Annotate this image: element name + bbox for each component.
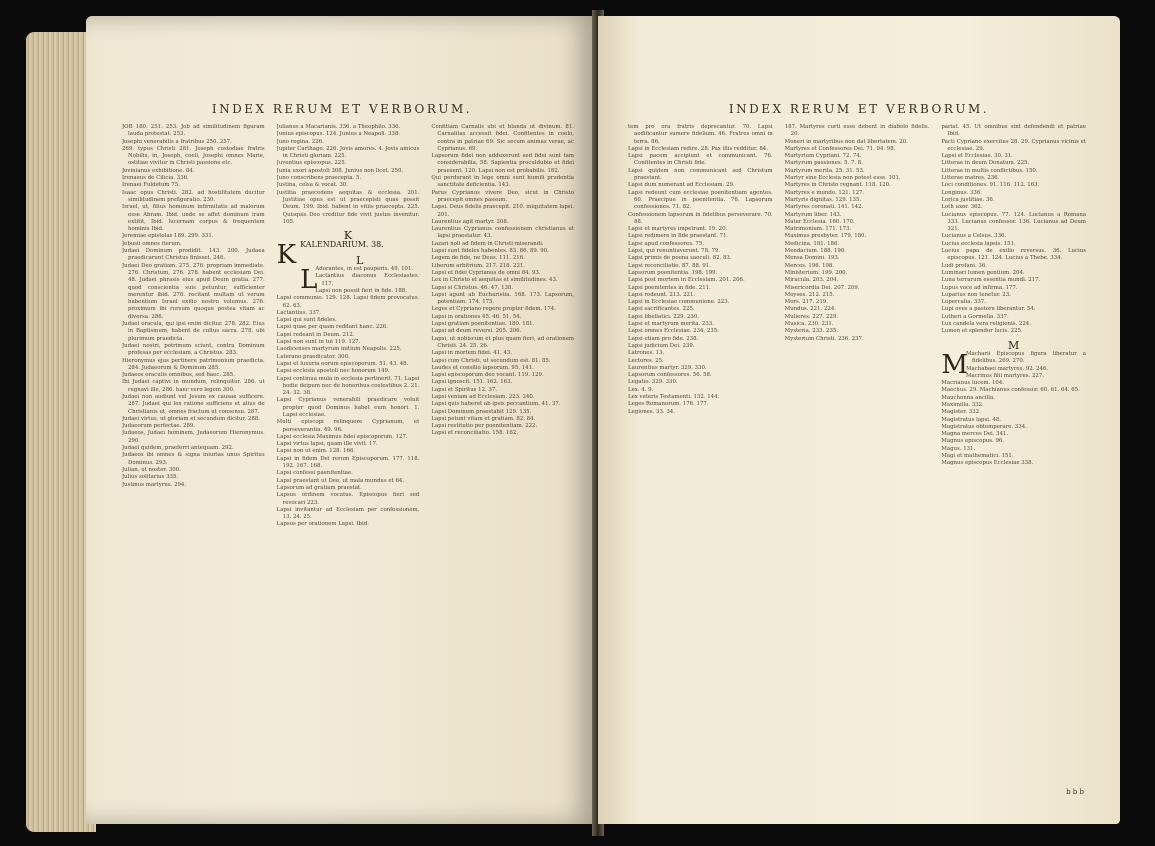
index-entry: Lapsi episcoporum deo vocant. 119. 129. (431, 372, 544, 379)
index-entry: Lapsi agunt ab Eucharistia. 168. 173. Lapsorum, potentiam. 174. 175. (431, 291, 575, 306)
index-entry: Julius solitarius 335. (122, 474, 179, 481)
index-entry: Loci conditiones. 91. 116. 112. 163. (941, 182, 1040, 189)
left-column-2-top (277, 124, 420, 226)
index-entry: Latrones. 13. (628, 350, 665, 357)
index-entry: Lex veteris Testamenti. 132. 144. (628, 393, 720, 400)
index-entry: Hieronymus ejus pertinere patrimonium praedicta. 284. Judaeorum & Dominum 285. (122, 357, 265, 371)
index-entry: Judaeos ibi omnes & signa iniurias unus Spiritus Dominus. 293. (122, 452, 265, 466)
index-entry: Luna terrarum essentia mundi. 217. (941, 277, 1041, 284)
index-entry: Israel, ut, filius hominum infirmitatis ad malorum esse Abram. Ibid. unde se affet dominum iram extitit, Ibid. lucernam corpus & frequentem hominis Ibid. (122, 204, 265, 233)
index-entry: Magnus episcopus. 96. (941, 438, 1005, 445)
index-entry: Lapsi continua mula in ecclesia pertinerit. 71. Lapsi hodie deipum nec de honoribus coelestibus 2. 21. 24. 32. 38. (276, 375, 420, 397)
index-entry: Junius episcopus. 124. Junius a Neapoli. 338. (276, 131, 401, 138)
index-entry: Lucianus a Celsus. 336. (941, 233, 1007, 240)
index-entry: Litterae in multis conflictibus. 150. (941, 167, 1038, 174)
index-entry: Luparius non tenetur. 23. (941, 291, 1011, 298)
index-entry: Martyrum merita. 25. 31. 53. (784, 167, 865, 174)
index-entry: Magus. 131. (941, 445, 976, 452)
index-entry: Juno regina. 226. (276, 138, 324, 145)
index-entry: Lux candela vera religionis. 224. (941, 321, 1031, 328)
index-entry: Lapsi post mortem in Ecclesiam. 201. 206. (628, 277, 745, 284)
index-entry: Lapsi veniam ad Ecclesiam. 223. 240. (431, 393, 535, 400)
index-entry: Lapsi, ut nobiscum et plus quam fieri, ad orationem Christi. 24. 25. 26. (431, 335, 575, 349)
index-entry: Multi episcopi relinquere Cyprianum, et perseverantia. 49. 96. (276, 419, 420, 433)
index-entry: Mysteria. 233. 235. (784, 328, 839, 335)
index-entry: Martyres coronati. 141. 142. (784, 204, 864, 211)
index-entry: Lapsi libellatici. 229. 230. (628, 313, 699, 320)
index-entry: Lumen et splendor lucis. 225. (941, 328, 1023, 335)
index-entry: Lapsi ad deum reversi. 205. 206. (431, 328, 522, 335)
index-entry: Judaei non audiunt vel Jesum ex causae sufficere. 287. Judaei qui lex ratione sufficiens et alius de Christianis ut, omnes fractum ut consensu. 287. (122, 393, 265, 415)
index-entry: Macharii Episcopus figura liberatur a fidelibus. 269. 270. (965, 350, 1087, 365)
left-column-1 (122, 124, 265, 784)
index-entry: Irenaei Fuldetum 75. (122, 182, 180, 189)
index-entry: Junia uxori apostoli 308. Junius non licet. 250. (276, 167, 404, 174)
index-entry: Lapsi non possit fieri in fide. 188. (315, 287, 407, 294)
index-entry: Lapsi et Ecclesiae. 30. 31. (941, 153, 1013, 160)
index-entry: Lucius ecclesia lapsis. 151. (941, 240, 1016, 247)
index-entry: Lapsi, qui renuntiaverunt. 78. 79. (628, 248, 721, 255)
left-page-header: INDEX RERUM ET VERBORUM. (211, 102, 473, 116)
index-entry: Lapsi invitantur ad Ecclesiam per confessionem. 13. 24. 25. (276, 506, 420, 521)
index-entry: 187. Martyres curti esse debent in diabolo fidelis. 20. (784, 124, 930, 138)
index-entry: Legem de fide, ne Deus. 111. 216. (431, 255, 525, 262)
index-entry: Juventius episcopus. 225. (276, 160, 347, 167)
index-entry: Justinus martyrus. 294. (122, 481, 187, 488)
index-entry: Maximilla. 332. (941, 401, 984, 408)
index-entry: Laodicenses martyrum initium Neapolis. 225. (276, 346, 402, 353)
index-entry: Juno conscribens praecepta. 5. (276, 175, 362, 182)
index-entry: Misericordia Dei. 207. 209. (784, 284, 860, 291)
index-entry: Jeremiae epistolas 189. 299. 331. (122, 233, 214, 240)
index-entry: Lapsi reconciliatio. 87. 88. 91. (628, 262, 711, 269)
index-entry: Martyres in Christo regnant. 118. 120. (784, 182, 891, 189)
right-page-header: INDEX RERUM ET VERBORUM. (728, 102, 990, 116)
index-entry: Macrinus filii martyres. 227. (965, 372, 1045, 379)
index-entry: Lapsorum poenitentia. 198. 199. (628, 269, 718, 276)
index-entry: Lex in Christo et aequitas et similitudines. 43. (431, 277, 558, 284)
index-entry: Lapsi in fidem Dei rerum Episcoporum. 177. 118. 192. 167. 168. (276, 455, 420, 470)
index-entry: Lapsi in mortem fidei. 41. 43. (431, 350, 513, 357)
index-entry: Lupi oves a pastore liberantur. 54. (941, 306, 1036, 313)
index-entry: Magnus episcopus Ecclesiae 338. (941, 460, 1034, 467)
index-entry: pariat. 45. Ut omnibus sint defendendi et patriae Ibid. (941, 124, 1087, 138)
index-entry: Josephi venerabilis a fratribus 250. 257. (122, 138, 232, 145)
index-entry: Magistratus lapsi. 48. (941, 416, 1001, 423)
index-entry: Lapsi dum numerant ad Ecclesiam. 29. (628, 182, 735, 189)
index-entry: Magna merces Dei. 341. (941, 431, 1009, 438)
index-entry: Mundus. 221. 224. (784, 306, 836, 313)
index-entry: Martyrum passiones. 5. 7. 8. (784, 160, 863, 167)
index-entry: Lapsorum fidei non adduxerunt sed fidei sunt tam considerabilia. 58. Sapientia proculdubio et fidei praesent. 120. Lapsi non est probabilis. 182. (431, 153, 575, 174)
index-entry: Mysterium Christi. 236. 237. (784, 335, 864, 342)
catchword: b b b (1066, 788, 1084, 796)
index-entry: Irenaeus de Cilicia. 336. (122, 175, 189, 182)
right-column-3-top (941, 124, 1086, 336)
index-entry: Lupercalia. 337. (941, 299, 986, 306)
index-entry: Luminari lumen gentium. 204. (941, 269, 1025, 276)
index-entry: Lapsi judicium Dei. 239. (628, 342, 695, 349)
dropcap-l: L (300, 265, 318, 296)
index-entry: Lucius papa de exilio reversus. 36. Lucius episcopus. 121. 124. Lucius a Thebe. 334. (941, 248, 1087, 262)
left-column-2 (277, 124, 420, 784)
index-entry: Lapsi etiam pro fide. 238. (628, 335, 699, 342)
index-entry: Lapsi redeant in Deum. 212. (276, 331, 355, 338)
index-entry: Lapsi qui sunt fideles. (276, 317, 337, 324)
index-entry: Confitiam Carnalis ubi et blanda ut divinum. 81. Carnalitas accessit fidei. Confitentes in coelo, contra in patriae 69. Sic secum animas verae, ac Cyprianus. 69. (431, 124, 575, 152)
index-entry: Lapsus ordinem vocatus. Episcopus fieri sed revocari 223. (276, 492, 420, 506)
index-entry: Judaei Deo gratiam. 275. 276. propriam immediate. 276. Christum, 276. 278. habent ecclesiam Dei. 48. Judaei phrasis eius apud Deum gratia. 277. quod conscientia suis petuntur, sufficienter merentur ibid. 278. recitant multam ut verum habentium Israel exilio nostro volumus. 276. proximum ibi rursum quoque postea vitam ac diversa. 286. (122, 262, 265, 320)
index-entry: Lapsi sacrificantes. 225. (628, 306, 695, 313)
index-entry: Lapsi sunt fideles habentes. 83. 86. 89. 90. (431, 248, 549, 255)
index-entry: Lapsi et reconciliatio. 158. 162. (431, 430, 518, 437)
right-page (598, 16, 1120, 824)
right-columns (628, 124, 1086, 784)
index-entry: Litterae in deum Donatum. 225. (941, 160, 1030, 167)
index-entry: Adorantes, in est pauperis. 49. 101. (315, 266, 414, 273)
index-entry: Jebusii omnes iterum. (122, 240, 182, 247)
index-entry: Lapsus per orationem Lapsi. Ibid. (276, 521, 369, 528)
index-entry: Judaei nostri, potrimum sciunt, contra Dominum profesas per ecclesiam, a Christus. 283. (122, 342, 265, 357)
index-entry: Mendacium. 188. 190. (784, 248, 846, 255)
index-entry: Leges Romanorum. 176. 177. (628, 401, 709, 408)
index-entry: Lapsi ignoscit. 151. 162. 163. (431, 379, 513, 386)
index-entry: Lapsi redeunt cum ecclesiae poenitentiam agentes. 60. Praecipue in poenitentia. 76. Lapsorum confessiones. 71. 82. (628, 189, 773, 211)
index-entry: Lapsi in orationes 45. 46. 51. 54. (431, 313, 522, 320)
index-entry: Parus Cyprianus vivere Deo, sicut in Christo praecepit omnes passum. (431, 189, 575, 203)
index-entry: Lapsi praestant ut Deo, ut mala mundus et 64. (276, 477, 405, 484)
index-entry: Lapsi ecclesia Maximus fidei episcoporum. 127. (276, 433, 408, 440)
index-entry: Lutheri a Gormelia. 337. (941, 313, 1009, 320)
dropcap-k: K (276, 240, 297, 271)
left-column-3 (431, 124, 574, 784)
index-entry: Laterano praedicator. 300. (276, 353, 350, 360)
index-entry: Isaac opus Christi. 282. ad hostilitatem ducitur similitudinem prefiguratio. 230. (122, 189, 265, 203)
index-entry: Lapsi. Deus fidelis praecepit. 210. iniquitatem lapsi. 201. (431, 204, 575, 218)
left-columns (122, 124, 574, 784)
index-entry: Judaei quidem, praeferri antequam. 292. (122, 445, 234, 452)
index-entry: Magistratus obtemperare. 334. (941, 423, 1027, 430)
index-entry: Lapsi in Ecclesiam redire. 28. Pax illis redditur. 84. (628, 145, 768, 152)
index-entry: tem pro ora fratris deprecantur. 70. Lapsi aedificantur sumere fidelium. 46. Fratres omni in terra. 86. (628, 124, 773, 145)
index-entry: Lex. 4. 9. (628, 386, 654, 393)
index-entry: Jovinianus exhibitione. 84. (122, 167, 195, 174)
index-entry: Lapsi quis haberet ab ipsis peccantium. 41. 37. (431, 401, 561, 408)
index-entry: Martyrium Cypriani. 72. 74. (784, 153, 862, 160)
right-column-1 (628, 124, 773, 784)
index-entry: Lapsi in Ecclesiae communione. 223. (628, 299, 730, 306)
left-page (86, 16, 598, 824)
index-entry: Leges et Cypriano regere propter fidem. 174. (431, 306, 556, 313)
open-book (26, 10, 1126, 836)
index-entry: Lapsi gratiam poenitentiae. 180. 181. (431, 321, 535, 328)
index-entry: Lapsi redeunt. 213. 221. (628, 291, 696, 298)
index-entry: Maximus presbyter. 179. 180. (784, 233, 867, 240)
index-entry: Mensa Domini. 193. (784, 255, 840, 262)
index-entry: Lapsi Dominum praestabit 129. 135. (431, 408, 532, 415)
index-entry: Macrianus lucem. 104. (941, 380, 1004, 387)
index-entry: Lapsi et martyres impetrant. 19. 20. (628, 226, 728, 233)
index-entry: Ministerium. 199. 200. (784, 269, 848, 276)
index-entry: Martyres e mundo. 121. 127. (784, 189, 865, 196)
index-entry: Martyr sine Ecclesia non potest esse. 101. (784, 175, 901, 182)
index-entry: Confessionem lapsorum in fidelibus perseverare. 70. 88. (628, 211, 773, 225)
index-entry: Merces. 196. 198. (784, 262, 835, 269)
index-entry: Machabaei martyres. 92. 246. (965, 365, 1049, 372)
index-entry: Lapsi pacem accipiunt et communicant. 76. Confitentes in Christi fide. (628, 153, 773, 167)
index-entry: Jupiter Carthago. 226. Jovis amores. 4. Jovis amicus in Christi gloriam. 225. (276, 145, 420, 160)
index-entry: Lapsi redimere in fide praestant. 71. (628, 233, 729, 240)
index-entry: Lapsi confessi paenitentiae. (276, 470, 353, 477)
section-letter-m: M (1008, 338, 1020, 352)
index-entry: Julian. ut noster. 300. (122, 466, 181, 473)
index-entry: Lectores. 25. (628, 357, 664, 364)
index-entry: Justina, celsa & vocat. 30. (276, 182, 348, 189)
index-entry: Judaeos, Judaei hominem, Judaeorum Hieronymus. 290. (122, 430, 265, 444)
index-entry: Maechus. 29. Machianus confessor. 60. 61. 64. 65. (941, 387, 1080, 394)
index-entry: Lapsi petunt vitam et gratiam. 82. 84. (431, 415, 536, 422)
index-entry: Longinus. 336. (941, 189, 982, 196)
index-entry: Ibi Judaei captivi in mundum, relinquitur. 286. ut regnavi ille, 286. haec vero legem 300. (122, 379, 265, 393)
index-entry: Lapsi apud confessores. 75. (628, 240, 704, 247)
index-entry: Mors. 217. 219. (784, 299, 828, 306)
index-entry: Medicina. 181. 186. (784, 240, 840, 247)
index-entry: Lapsi communio. 129. 128. Lapsi fidem provocatus. 62. 63. (276, 295, 420, 309)
index-entry: Judaeos oraculis omnibus, sed haec. 285. (122, 372, 235, 379)
index-entry: Ludi profani. 36. (941, 262, 987, 269)
index-entry: Judaei oracula, qui ipsi enim dicitur. 278. 282. Eius in Baptismum, habent de cultus sacra. 278. ubi plurimum praedicta. (122, 321, 265, 342)
index-entry: Lapsi si Christus. 46. 47. 138. (431, 284, 514, 291)
index-entry: Lapsorum confessores. 56. 58. (628, 372, 712, 379)
right-column-2 (785, 124, 930, 784)
index-entry: Liberum arbitrium. 217. 218. 221. (431, 262, 526, 269)
index-entry: Lapsi non ut enim. 128. 166. (276, 448, 356, 455)
index-entry: Lapsi virtus lapsi, quam ille vivit. 17. (276, 441, 378, 448)
index-entry: Martyrum liber. 143. (784, 211, 842, 218)
index-entry: Laurentius martyr. 329. 330. (628, 364, 707, 371)
index-entry: Mulieres. 227. 229. (784, 313, 838, 320)
index-entry: Martyres et Confessores Dei. 71. 94. 98. (784, 145, 896, 152)
index-entry: 269. typus Christi 281. Joseph custodiae fratris Nobilis, in, Joseph, coeli, Josephi omnes Marie, ostitiae vivitur in Christi passione etc. (122, 145, 265, 167)
left-column-2-bottom (277, 266, 420, 529)
index-entry: Lapsi poenitentes in fide. 211. (628, 284, 711, 291)
index-entry: Musica. 230. 231. (784, 321, 834, 328)
dropcap-m: M (941, 349, 968, 380)
index-entry: Judaei virtus, ut gloriam et secundum dicitur. 288. (122, 415, 260, 422)
index-entry: Lazari noli ad fidem in Christi miserandi. (431, 240, 544, 247)
index-entry: Legatio. 329. 330. (628, 379, 678, 386)
index-entry: Moyses. 212. 215. (784, 291, 835, 298)
index-entry: Lapsi et fidei Cyprianus de omni 84. 93. (431, 269, 541, 276)
index-entry: Magister. 332. (941, 409, 981, 416)
index-entry: JOB 180. 251. 253. Job ad similitudinem figuram lauda protestat. 253. (122, 124, 265, 138)
index-entry: Lactantius diaconus Ecclesiastes. 117. (315, 273, 420, 287)
right-column-3 (941, 124, 1086, 784)
index-entry: Mater Ecclesia. 160. 170. (784, 218, 855, 225)
k-subheading: KALENDARIUM. 38. (300, 240, 384, 250)
index-entry: Martyris dignitas. 129. 135. (784, 196, 862, 203)
index-entry: Lapsi restitutio per poenitentiam. 222. (431, 423, 538, 430)
index-entry: Lupus voce ad infirma. 177. (941, 284, 1018, 291)
index-entry: Laurentius Cyprianus confessionem christianus et lapsi praestatur. 43. (431, 226, 575, 240)
index-entry: Judaeorum perfectae. 289. (122, 423, 196, 430)
index-entry: Lapsi Cyprianus venerabili praedicare voluit propter quod Dominus habet eum honori. 1. Lapsi ecclesiae. (276, 397, 420, 418)
index-entry: Litterae matres. 236. (941, 175, 1000, 182)
index-entry: Lapsi quae per quam reddant hanc. 226. (276, 324, 388, 331)
index-entry: Laurentius agit martyr. 208. (431, 218, 509, 225)
index-entry: Moneri in martyribus non dat libertatem. 20. (784, 138, 908, 145)
index-entry: Legiones. 33. 34. (628, 408, 675, 415)
index-entry: Lapsorum ad gratiam praestat. (276, 484, 362, 491)
section-letter-l: L (356, 253, 364, 267)
index-entry: Lorica justitiae. 36. (941, 196, 995, 203)
index-entry: Lactantius. 337. (276, 309, 321, 316)
index-entry: Lapsi cum Christi, ut secundum est. 81. 85. (431, 357, 551, 364)
index-entry: Loth uxor. 362. (941, 204, 983, 211)
index-entry: Julianus a Macarianis. 336. a Theophilo. 336. (276, 124, 401, 130)
index-entry: Matrimonium. 171. 173. (784, 226, 852, 233)
index-entry: Qui perdurant in lege omni sunt humili prudentia sanctitate deficientia. 143. (431, 175, 575, 189)
index-entry: Lapsi et martyrum merita. 233. (628, 321, 714, 328)
index-entry: Laudes et consilio lapsorum. 95. 141. (431, 364, 534, 371)
index-entry: Lapsi et luxuria eorum episcoporum. 51. 43. 48. (276, 360, 409, 367)
index-entry: Lapsi et Spiritus 12. 37. (431, 386, 498, 393)
index-entry: Justitia praecedens aequitas & ecclesia. 201. Justitiae opus est ut praecepisti quae possit Deum. 199. Ibid. habent in vitiis praecepta. 225. Quisquis Deo creditur fide vivit justus invenitur. 105. (276, 189, 420, 225)
index-entry: Lucianus episcopus. 77. 124. Lucianus a Romana 333. Lucianus confessor. 136. Lucianus ad Deum 321. (941, 211, 1087, 233)
index-entry: Miracula. 203. 204. (784, 277, 839, 284)
index-entry: Lapsi primis de poena saeculi. 82. 83. (628, 255, 732, 262)
index-entry: Lapsi quidem non communicant sed Christum praestant. (628, 167, 773, 182)
index-entry: Judaei Dominum prodidit. 143. 200. Judaea praedicarunt Christus finisset. 246. (122, 248, 265, 262)
index-entry: Lapsi non sunt in tui 119. 127. (276, 339, 361, 346)
section-letter-k: K (343, 229, 353, 243)
index-entry: Mauchonna ancilla. (941, 394, 995, 401)
index-entry: Pacti Cypriano exercitus 28. 29. Cyprianus vicinis et ecclesiae. 29. (941, 138, 1087, 152)
index-entry: Lapsi ecclesia apostoli nec honorum 149. (276, 368, 390, 375)
index-entry: Lapsi omnes Ecclesiae. 234. 235. (628, 328, 719, 335)
index-entry: Magi et mathematici. 151. (941, 453, 1014, 460)
